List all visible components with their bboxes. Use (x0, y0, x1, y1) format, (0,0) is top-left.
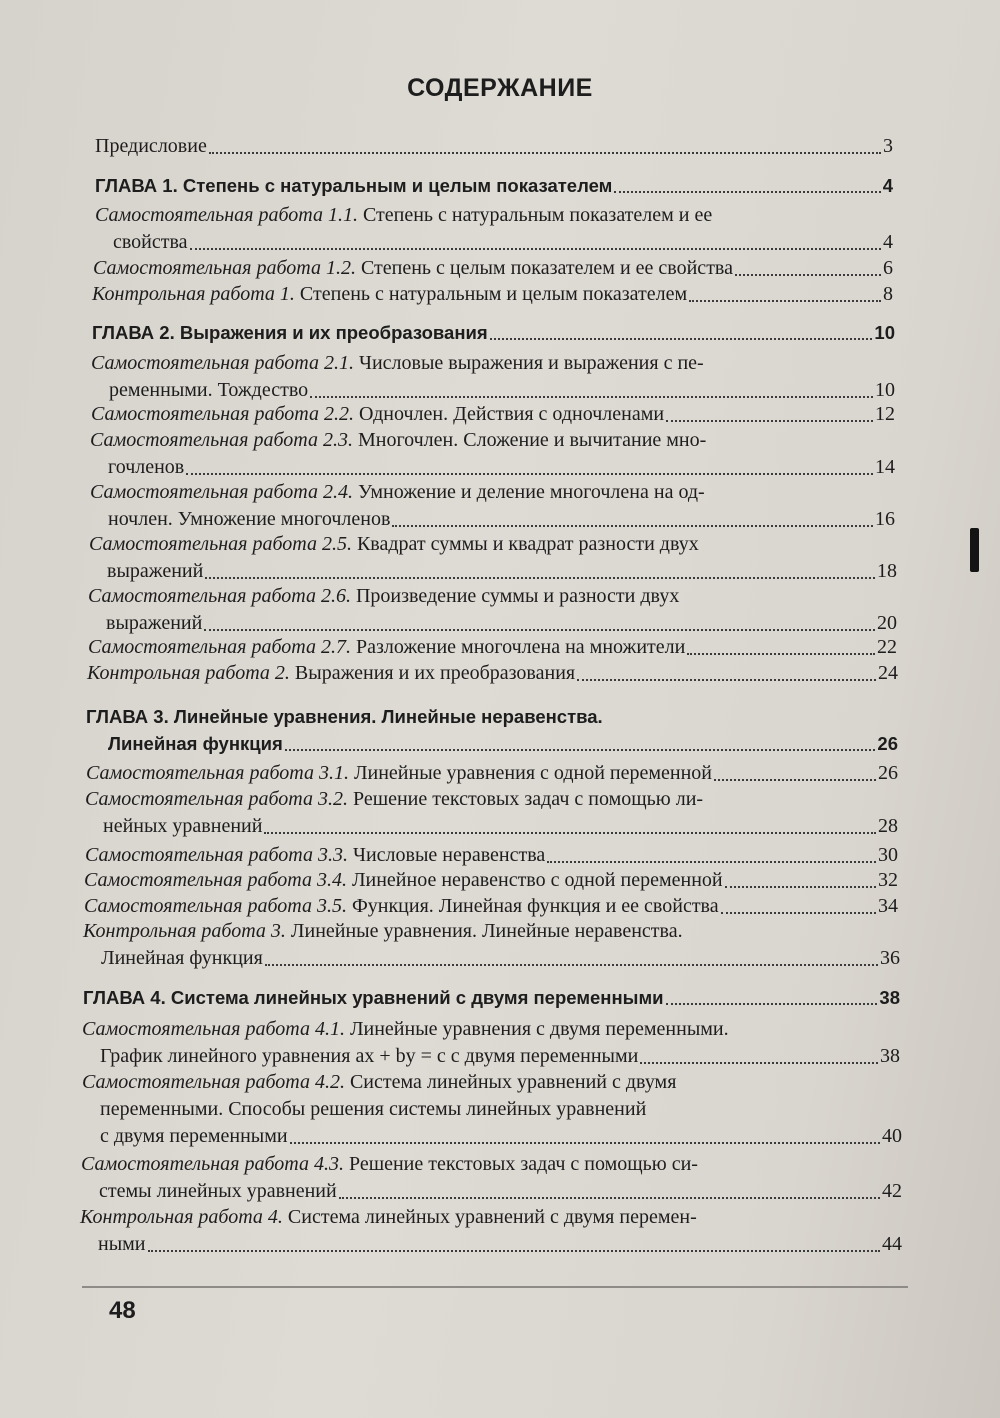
toc-chapter-row[interactable] (92, 319, 895, 346)
entry-label: Самостоятельная работа 2.2. (91, 403, 354, 425)
dot-leader (735, 274, 881, 276)
page-ref: 42 (882, 1180, 902, 1202)
dot-leader (392, 525, 873, 527)
entry-title-text: Решение текстовых задач с помощью ли- (352, 788, 704, 810)
entry-title (87, 660, 575, 687)
entry-text-line2: гочленов (108, 456, 185, 478)
page-ref: 12 (875, 403, 895, 425)
page-ref: 26 (878, 762, 898, 784)
toc-entry-row[interactable] (95, 202, 712, 229)
toc-entry-row[interactable] (82, 1016, 729, 1043)
dot-leader (264, 832, 876, 834)
toc-entry-row[interactable] (89, 531, 699, 558)
entry-label: Самостоятельная работа 4.2. (82, 1071, 345, 1093)
dot-leader (148, 1250, 881, 1252)
toc-entry-continuation[interactable] (99, 1178, 902, 1205)
toc-entry-row[interactable] (84, 893, 898, 920)
dot-leader (285, 749, 876, 751)
toc-entry-continuation[interactable] (98, 1231, 902, 1258)
page-ref: 8 (883, 283, 893, 305)
entry-title-text: Числовые неравенства (352, 844, 546, 866)
toc-entry-row[interactable] (92, 281, 893, 308)
page-ref: 24 (878, 662, 898, 684)
toc-entry-row[interactable] (85, 842, 898, 869)
dot-leader (640, 1062, 878, 1064)
toc-entry-row[interactable] (87, 660, 898, 687)
entry-title (95, 133, 207, 160)
toc-entry-continuation[interactable] (100, 1123, 902, 1150)
entry-label: Самостоятельная работа 2.5. (89, 533, 352, 555)
entry-title-text: Линейное неравенство с одной переменной (351, 869, 723, 891)
page-ref: 4 (882, 175, 893, 196)
dot-leader (714, 779, 876, 781)
entry-title (92, 281, 687, 308)
entry-text-line2: нейных уравнений (103, 815, 263, 837)
entry-text-line2: выражений (106, 612, 203, 634)
page-ref: 32 (878, 869, 898, 891)
toc-entry-row[interactable] (81, 1151, 698, 1178)
entry-title (86, 760, 712, 787)
entry-title-text: Квадрат суммы и квадрат разности двух (356, 533, 699, 555)
page-ref: 30 (878, 844, 898, 866)
entry-title-text: Степень с целым показателем и ее свойства (360, 257, 733, 279)
entry-label: Самостоятельная работа 3.1. (86, 762, 349, 784)
entry-text-line2: Линейная функция (101, 947, 263, 969)
page-ref: 10 (875, 379, 895, 401)
entry-label: Самостоятельная работа 2.3. (90, 429, 353, 451)
page-ref: 36 (880, 947, 900, 969)
toc-entry-row[interactable] (91, 401, 895, 428)
entry-title-text: Разложение многочлена на множители (355, 636, 686, 658)
entry-title (84, 893, 719, 920)
page-ref: 26 (877, 733, 898, 754)
page-ref: 28 (878, 815, 898, 837)
toc-entry-continuation[interactable] (108, 730, 898, 757)
dot-leader (310, 396, 873, 398)
toc-entry-row[interactable] (88, 634, 897, 661)
toc-entry-row[interactable] (90, 479, 705, 506)
entry-title (91, 401, 664, 428)
entry-label: Самостоятельная работа 2.7. (88, 636, 351, 658)
toc-entry-row[interactable] (83, 918, 683, 945)
entry-title-text: Линейные уравнения с двумя переменными. (349, 1018, 729, 1040)
entry-title (85, 842, 545, 869)
page-ref: 22 (877, 636, 897, 658)
entry-text-line2: выражений (107, 560, 204, 582)
toc-chapter-row[interactable] (86, 703, 603, 730)
entry-title-text: Умножение и деление многочлена на од- (357, 481, 705, 503)
entry-title (84, 867, 723, 894)
chapter-title-text: ГЛАВА 2. Выражения и их преобразования (92, 322, 488, 343)
entry-title-text: Линейные уравнения. Линейные неравенства. (290, 920, 683, 942)
entry-text-line2: График линейного уравнения ax + by = c с двумя переменными (100, 1045, 639, 1067)
entry-title-text: Система линейных уравнений с двумя (349, 1071, 677, 1093)
page-ref: 4 (883, 231, 893, 253)
entry-title-text: Решение текстовых задач с помощью си- (348, 1153, 698, 1175)
entry-label: Самостоятельная работа 2.1. (91, 352, 354, 374)
page-ref: 38 (879, 987, 900, 1008)
entry-title-text: Числовые выражения и выражения с пе- (358, 352, 704, 374)
dot-leader (190, 248, 881, 250)
entry-title-text: Произведение суммы и разности двух (355, 585, 680, 607)
toc-entry-row[interactable] (93, 255, 893, 282)
page-ref: 14 (875, 456, 895, 478)
dot-leader (666, 1003, 878, 1005)
toc-entry-row[interactable] (82, 1069, 676, 1096)
entry-text-line2: свойства (113, 231, 188, 253)
entry-label: Контрольная работа 3. (83, 920, 286, 942)
page-ref: 16 (875, 508, 895, 530)
entry-text-line3: с двумя переменными (100, 1125, 288, 1147)
entry-label: Самостоятельная работа 4.1. (82, 1018, 345, 1040)
chapter-title-text: ГЛАВА 3. Линейные уравнения. Линейные неравенства. (86, 706, 603, 727)
page-ref: 40 (882, 1125, 902, 1147)
entry-title (88, 634, 685, 661)
entry-text-line2: ными (98, 1233, 146, 1255)
toc-entry-continuation[interactable] (107, 558, 897, 585)
dot-leader (186, 473, 873, 475)
toc-entry-continuation[interactable] (113, 229, 893, 256)
entry-label: Самостоятельная работа 1.2. (93, 257, 356, 279)
page-ref: 20 (877, 612, 897, 634)
toc-entry-row[interactable] (85, 786, 703, 813)
toc-entry-continuation[interactable] (103, 813, 898, 840)
page-ref: 6 (883, 257, 893, 279)
dot-leader (547, 861, 876, 863)
toc-entry-row[interactable] (86, 760, 898, 787)
page-ref: 44 (882, 1233, 902, 1255)
toc-entry-continuation: переменными. Способы решения системы линейных уравнений (100, 1098, 647, 1120)
chapter-heading (92, 319, 488, 346)
entry-label: Самостоятельная работа 4.3. (81, 1153, 344, 1175)
chapter-heading (83, 984, 664, 1011)
toc-entry-row[interactable] (90, 427, 706, 454)
toc-entry-continuation[interactable] (108, 506, 895, 533)
entry-title-text: Система линейных уравнений с двумя перемен- (287, 1206, 697, 1228)
entry-title-text: Степень с натуральным и целым показателем (299, 283, 688, 305)
dot-leader (204, 629, 875, 631)
dot-leader (205, 577, 875, 579)
toc-entry-row[interactable] (84, 867, 898, 894)
toc-entry-continuation[interactable] (100, 1043, 900, 1070)
dot-leader (290, 1142, 880, 1144)
dot-leader (689, 300, 881, 302)
toc-entry-continuation[interactable] (106, 610, 897, 637)
entry-title-text: Выражения и их преобразования (294, 662, 576, 684)
entry-label: Контрольная работа 4. (80, 1206, 283, 1228)
toc-chapter-row[interactable] (83, 984, 900, 1011)
dot-leader (666, 420, 873, 422)
toc-entry-row[interactable] (88, 583, 679, 610)
toc-chapter-row[interactable] (95, 172, 893, 199)
page-number: 48 (109, 1297, 136, 1324)
chapter-title-text: ГЛАВА 4. Система линейных уравнений с двумя переменными (83, 987, 664, 1008)
page-ref: 10 (874, 322, 895, 343)
toc-entry-continuation[interactable] (109, 377, 895, 404)
entry-label: Контрольная работа 1. (92, 283, 295, 305)
dot-leader (687, 653, 875, 655)
toc-entry-continuation[interactable] (101, 945, 900, 972)
dot-leader (614, 191, 880, 193)
page-ref: 38 (880, 1045, 900, 1067)
entry-text-line2: ременными. Тождество (109, 379, 309, 401)
entry-label: Самостоятельная работа 3.3. (85, 844, 348, 866)
entry-text-line2: стемы линейных уравнений (99, 1180, 337, 1202)
dot-leader (339, 1197, 880, 1199)
entry-label: Самостоятельная работа 2.4. (90, 481, 353, 503)
entry-label: Самостоятельная работа 3.5. (84, 895, 347, 917)
dot-leader (265, 964, 878, 966)
toc-entry-row[interactable] (91, 350, 704, 377)
footer-rule (82, 1286, 908, 1288)
entry-title-text: Функция. Линейная функция и ее свойства (351, 895, 719, 917)
entry-label: Самостоятельная работа 3.2. (85, 788, 348, 810)
dot-leader (490, 338, 873, 340)
entry-title-text: Предисловие (95, 135, 207, 157)
entry-title-text: Линейные уравнения с одной переменной (353, 762, 713, 784)
toc-entry-continuation[interactable] (108, 454, 895, 481)
entry-label: Самостоятельная работа 2.6. (88, 585, 351, 607)
page-ref: 34 (878, 895, 898, 917)
chapter-heading-line2: Линейная функция (108, 733, 283, 754)
chapter-heading (95, 172, 612, 199)
entry-text-line2: ночлен. Умножение многочленов (108, 508, 391, 530)
toc-entry-row[interactable] (80, 1204, 697, 1231)
entry-title-text: Степень с натуральным показателем и ее (362, 204, 713, 226)
entry-title-text: Многочлен. Сложение и вычитание мно- (357, 429, 707, 451)
toc-entry-row[interactable] (95, 133, 893, 160)
page-ref: 18 (877, 560, 897, 582)
dot-leader (721, 912, 876, 914)
entry-label: Самостоятельная работа 1.1. (95, 204, 358, 226)
dot-leader (577, 679, 876, 681)
chapter-title-text: ГЛАВА 1. Степень с натуральным и целым показателем (95, 175, 613, 196)
entry-label: Контрольная работа 2. (87, 662, 290, 684)
dot-leader (209, 152, 881, 154)
page-title: СОДЕРЖАНИЕ (407, 74, 593, 102)
entry-label: Самостоятельная работа 3.4. (84, 869, 347, 891)
dot-leader (725, 886, 876, 888)
page-ref: 3 (883, 135, 893, 157)
entry-title (93, 255, 733, 282)
entry-title-text: Одночлен. Действия с одночленами (358, 403, 665, 425)
